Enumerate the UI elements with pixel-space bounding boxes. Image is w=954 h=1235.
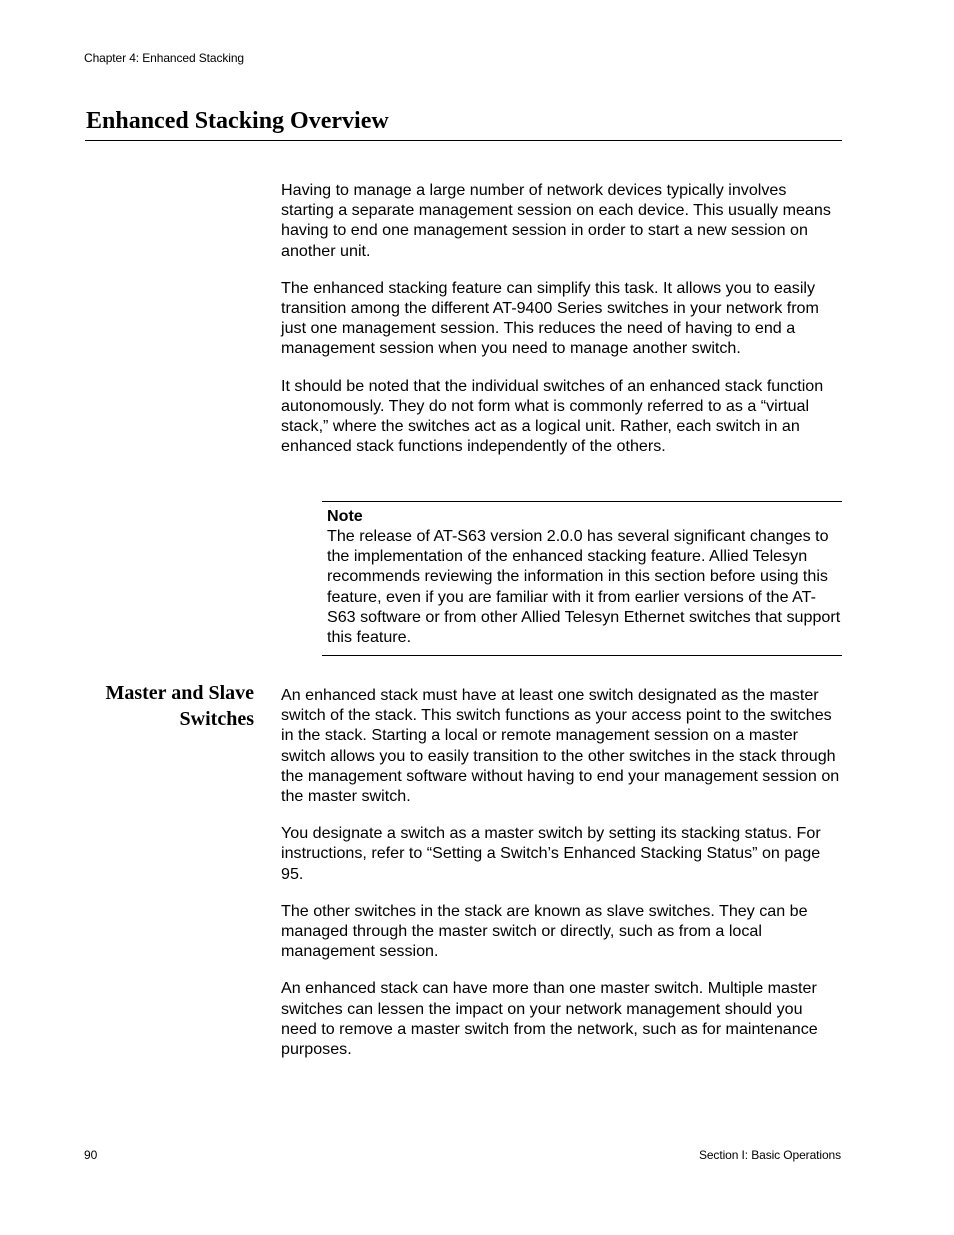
note-heading: Note [327,507,363,525]
section-paragraph-3: The other switches in the stack are known as slave switches. They can be managed through the master switch or directly, such as from a local management session. [281,901,808,961]
section-paragraph-2: You designate a switch as a master switch by setting its stacking status. For instructions, refer to “Setting a Switch’s Enhanced Stacking Status” on page 95. [281,824,821,883]
page-number: 90 [84,1148,98,1162]
page-title: Enhanced Stacking Overview [86,108,389,134]
section-paragraph-4: An enhanced stack can have more than one master switch. Multiple master switches can lessen the impact on your network management should you need to remove a master switch from the network, such as for maintenance purposes. [281,979,818,1059]
section-heading-line-1: Master and Slave [105,682,254,704]
running-header: Chapter 4: Enhanced Stacking [84,51,244,65]
section-heading-line-2: Switches [179,708,254,730]
section-paragraph-1: An enhanced stack must have at least one switch designated as the master switch of the stack. This switch functions as your access point to the switches in the stack. Starting a local or remote management session on a master switch allows you to easily transition to the other switches in the stack through the management software without having to end your management session on the master switch. [281,686,840,806]
intro-paragraph-1: Having to manage a large number of network devices typically involves starting a separate management session on each device. This usually means having to end one management session in order to start a new session on another unit. [281,181,831,260]
title-rule [85,140,842,141]
intro-text [281,180,842,473]
note-box [322,501,842,656]
note-text: The release of AT-S63 version 2.0.0 has several significant changes to the implementation of the enhanced stacking feature. Allied Telesyn recommends reviewing the information in this section before using this feature, even if you are familiar with it from earlier versions of the AT-S63 software or from other Allied Telesyn Ethernet switches that support this feature. [327,527,841,647]
section-body [281,685,842,1076]
intro-paragraph-2: The enhanced stacking feature can simplify this task. It allows you to easily transition among the different AT-9400 Series switches in your network from just one management session. This reduces the need of having to end a management session when you need to manage another switch. [281,278,819,358]
running-footer: Section I: Basic Operations [698,1148,841,1162]
section-heading [80,680,254,732]
intro-paragraph-3: It should be noted that the individual switches of an enhanced stack function autonomously. They do not form what is commonly referred to as a “virtual stack,” where the switches act as a logical unit. Rather, each switch in an enhanced stack functions independently of the others. [281,376,824,456]
